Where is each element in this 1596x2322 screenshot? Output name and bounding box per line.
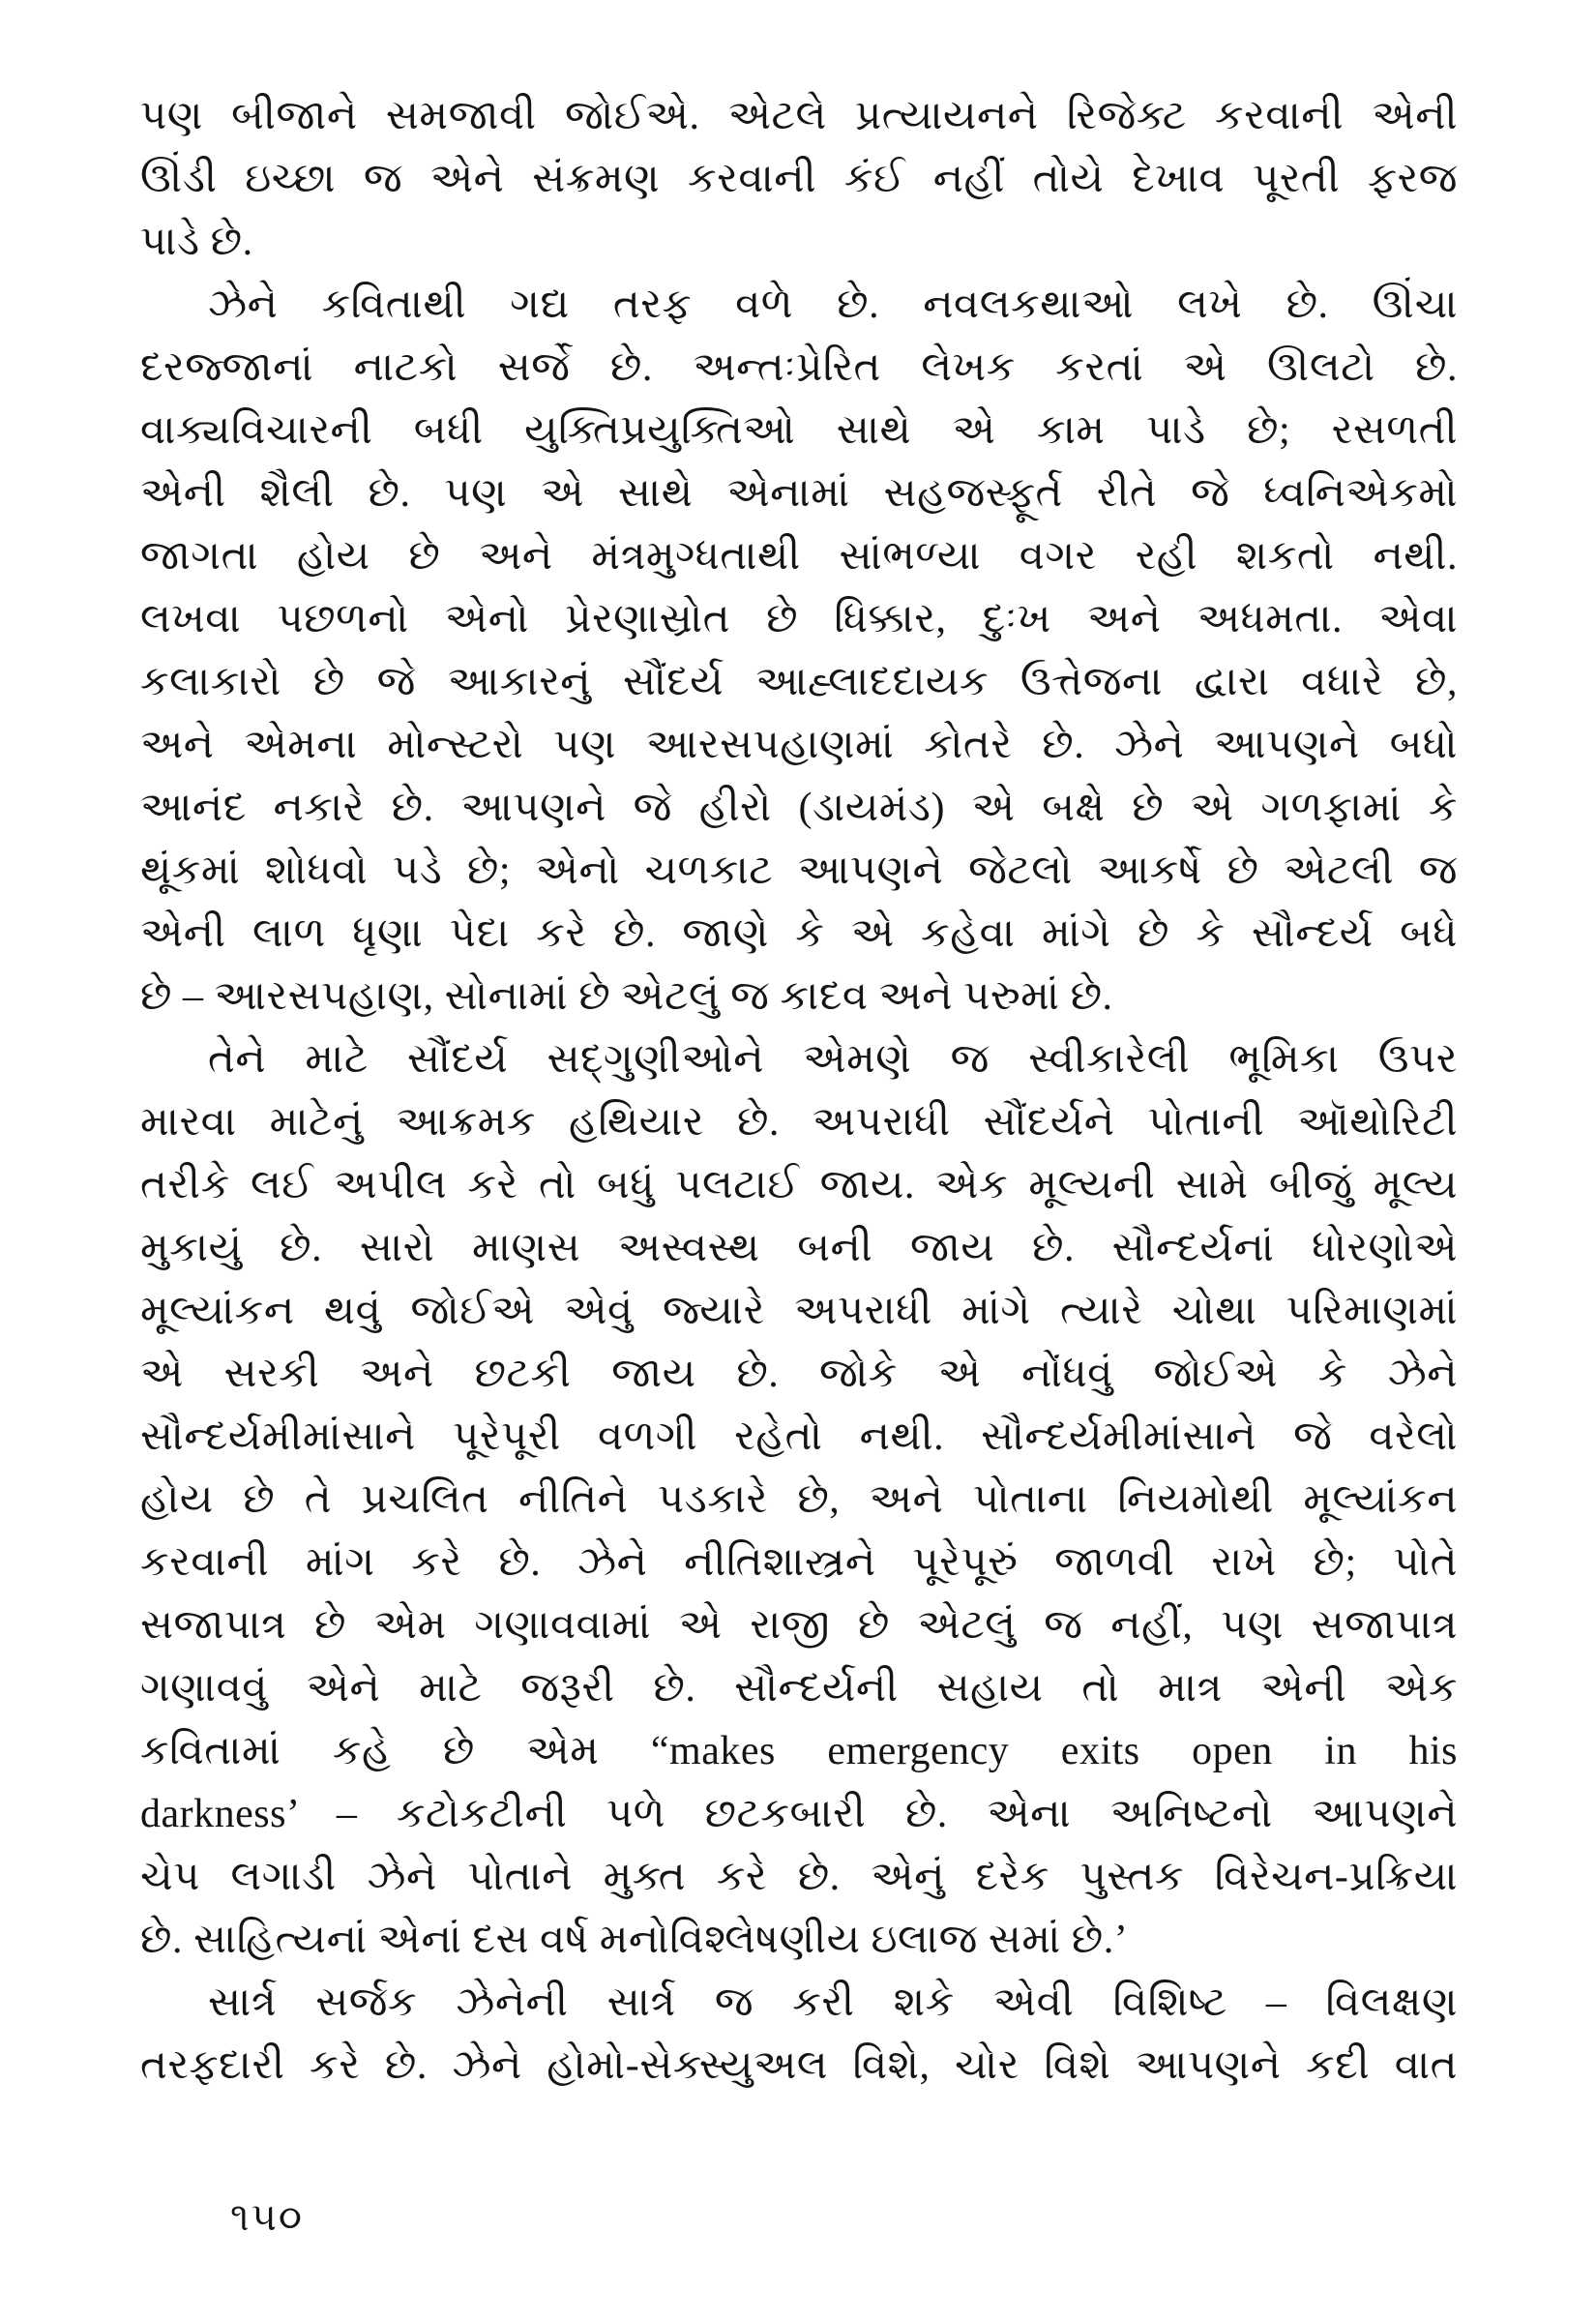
text-line: મુકાયું છે. સારો માણસ અસ્વસ્થ બની જાય છે. સૌન્દર્યનાં ધોરણોએ (140, 1226, 1458, 1270)
text-line: કરવાની માંગ કરે છે. ઝેને નીતિશાસ્ત્રને પૂરેપૂરું જાળવી રાખે છે; પોતે (140, 1540, 1458, 1585)
text-line: darkness’ – કટોકટીની પળે છટકબારી છે. એના અનિષ્ટનો આપણને (140, 1792, 1458, 1836)
text-line: હોય છે તે પ્રચલિત નીતિને પડકારે છે, અને પોતાના નિયમોથી મૂલ્યાંકન (140, 1477, 1458, 1522)
text-line: છે. સાહિત્યનાં એનાં દસ વર્ષ મનોવિશ્લેષણીય ઇલાજ સમાં છે.’ (140, 1918, 1129, 1962)
text-line: પાડે છે. (140, 220, 253, 264)
text-line: છે – આરસપહાણ, સોનામાં છે એટલું જ કાદવ અને પરુમાં છે. (140, 974, 1113, 1019)
text-line: સૌન્દર્યમીમાંસાને પૂરેપૂરી વળગી રહેતો નથી. સૌન્દર્યમીમાંસાને જે વરેલો (140, 1414, 1458, 1459)
text-line: સજાપાત્ર છે એમ ગણાવવામાં એ રાજી છે એટલું જ નહીં, પણ સજાપાત્ર (140, 1603, 1458, 1648)
text-line: જાગતા હોય છે અને મંત્રમુગ્ધતાથી સાંભળ્યા વગર રહી શકતો નથી. (140, 534, 1458, 579)
text-line: વાક્યવિચારની બધી યુક્તિપ્રયુક્તિઓ સાથે એ કામ પાડે છે; રસળતી (140, 408, 1458, 453)
text-line: એની શૈલી છે. પણ એ સાથે એનામાં સહજસ્ફૂર્ત રીતે જે ધ્વનિએકમો (140, 471, 1458, 516)
page-number: ૧૫૦ (230, 2195, 304, 2239)
text-line: લખવા પછળનો એનો પ્રેરણાસ્રોત છે ધિક્કાર, દુઃખ અને અધમતા. એવા (140, 597, 1458, 641)
text-line: કલાકારો છે જે આકારનું સૌંદર્ય આહ્લાદદાયક ઉત્તેજના દ્વારા વધારે છે, (140, 660, 1458, 704)
text-line: તરીકે લઈ અપીલ કરે તો બધું પલટાઈ જાય. એક મૂલ્યની સામે બીજું મૂલ્ય (140, 1163, 1458, 1207)
text-line: અને એમના મોન્સ્ટરો પણ આરસપહાણમાં કોતરે છે. ઝેને આપણને બધો (140, 723, 1458, 767)
text-line: આનંદ નકારે છે. આપણને જે હીરો (ડાયમંડ) એ બક્ષે છે એ ગળફામાં કે (140, 786, 1458, 830)
text-line: ગણાવવું એને માટે જરૂરી છે. સૌન્દર્યની સહાય તો માત્ર એની એક (140, 1666, 1458, 1711)
text-line: તેને માટે સૌંદર્ય સદ્ગુણીઓને એમણે જ સ્વીકારેલી ભૂમિકા ઉપર (208, 1037, 1458, 1082)
text-line: ઊંડી ઇચ્છા જ એને સંક્રમણ કરવાની કંઈ નહીં તોયે દેખાવ પૂરતી ફરજ (140, 157, 1458, 201)
text-line: મૂલ્યાંકન થવું જોઈએ એવું જ્યારે અપરાધી માંગે ત્યારે ચોથા પરિમાણમાં (140, 1289, 1458, 1333)
text-line: થૂંકમાં શોધવો પડે છે; એનો ચળકાટ આપણને જેટલો આકર્ષે છે એટલી જ (140, 848, 1458, 893)
body-text (140, 85, 1458, 2098)
text-line: એની લાળ ધૃણા પેદા કરે છે. જાણે કે એ કહેવા માંગે છે કે સૌન્દર્ય બધે (140, 911, 1458, 956)
text-line: ઝેને કવિતાથી ગદ્ય તરફ વળે છે. નવલકથાઓ લખે છે. ઊંચા (208, 283, 1458, 327)
text-line: સાર્ત્ર સર્જક ઝેનેની સાર્ત્ર જ કરી શકે એવી વિશિષ્ટ – વિલક્ષણ (208, 1980, 1458, 2025)
text-line: ચેપ લગાડી ઝેને પોતાને મુક્ત કરે છે. એનું દરેક પુસ્તક વિરેચન-પ્રક્રિયા (140, 1855, 1458, 1899)
text-line: દરજ્જાનાં નાટકો સર્જે છે. અન્તઃપ્રેરિત લેખક કરતાં એ ઊલટો છે. (140, 345, 1458, 390)
text-line: મારવા માટેનું આક્રમક હથિયાર છે. અપરાધી સૌંદર્યને પોતાની ઑથોરિટી (140, 1100, 1458, 1145)
text-line: એ સરકી અને છટકી જાય છે. જોકે એ નોંધવું જોઈએ કે ઝેને (140, 1352, 1458, 1396)
text-line: કવિતામાં કહે છે એમ “makes emergency exits open in his (140, 1729, 1458, 1773)
text-line: તરફદારી કરે છે. ઝેને હોમો-સેક્સ્યુઅલ વિશે, ચોર વિશે આપણને કદી વાત (140, 2043, 1458, 2088)
text-line: પણ બીજાને સમજાવી જોઈએ. એટલે પ્રત્યાયનને રિજેક્ટ કરવાની એની (140, 94, 1458, 138)
